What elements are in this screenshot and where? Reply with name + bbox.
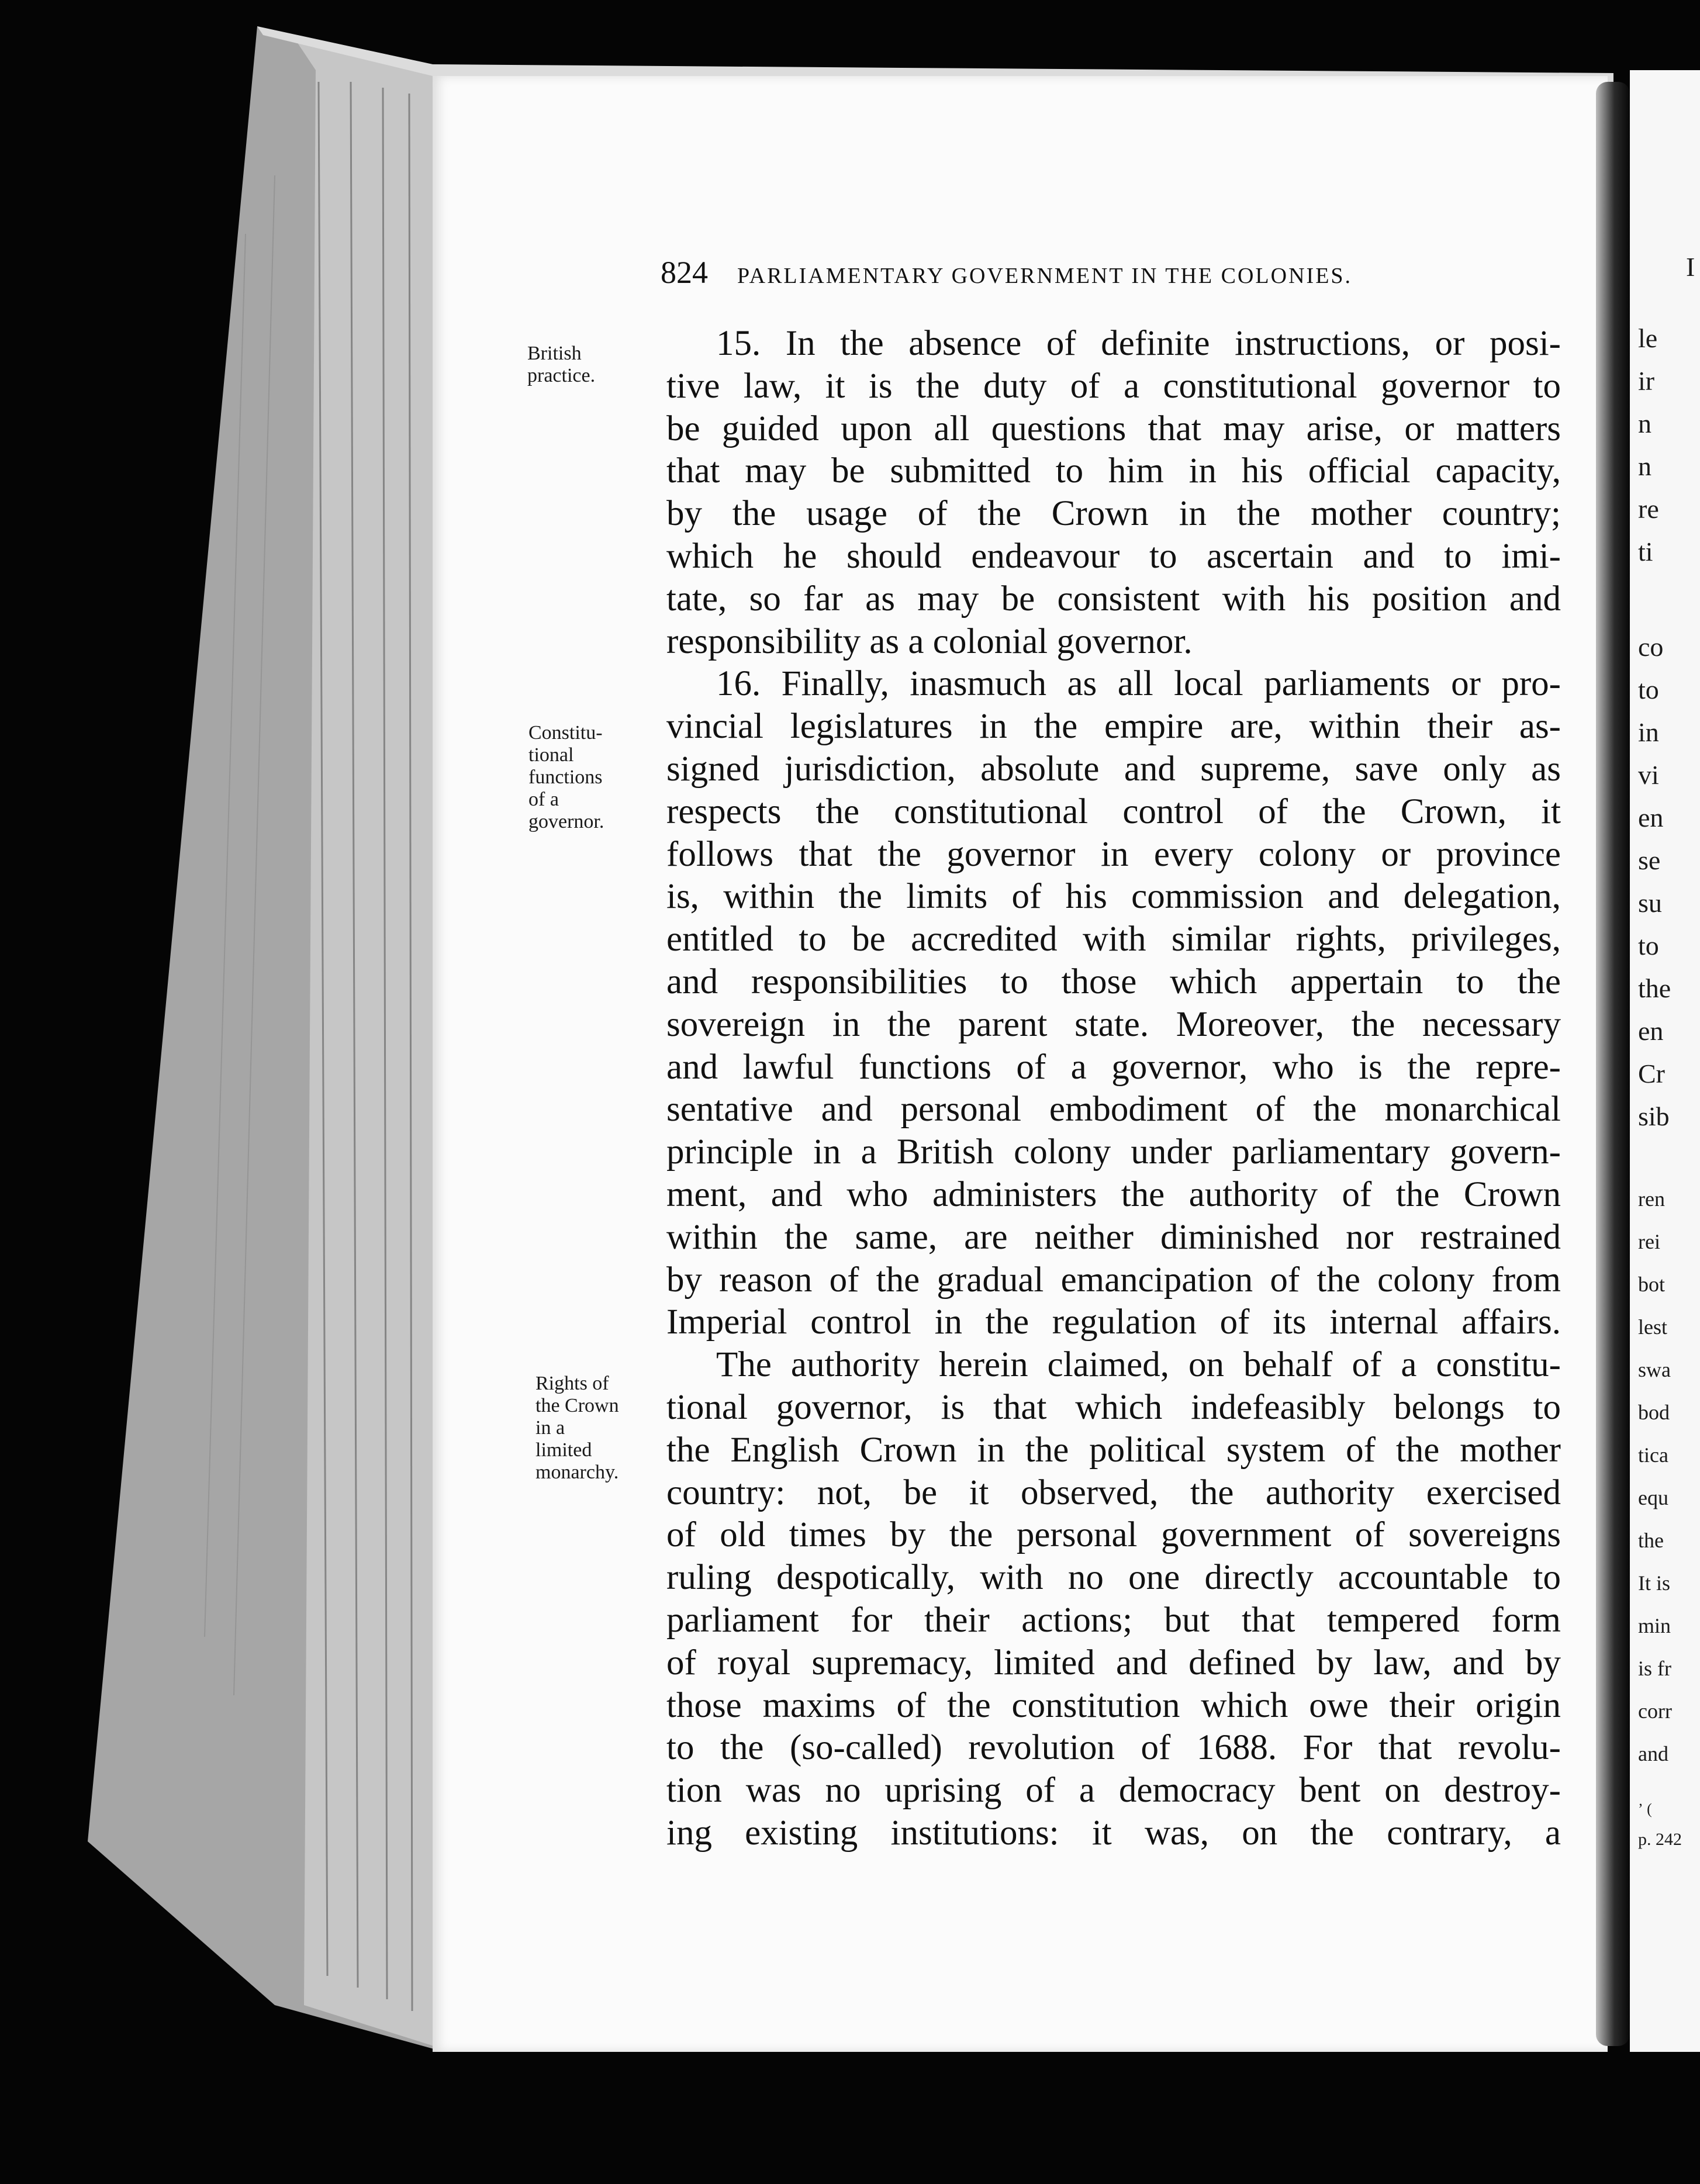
page-number: 824: [661, 255, 708, 290]
body-line: of royal supremacy, limited and defined by law, and by: [666, 1643, 1561, 1682]
body-line: The authority herein claimed, on behalf of a constitu-: [716, 1345, 1561, 1385]
sidenote-line: tional: [528, 744, 574, 766]
sidenote-line: limited: [535, 1439, 592, 1461]
facing-page-fragment: Cr: [1638, 1059, 1665, 1088]
body-line: signed jurisdiction, absolute and supreme, save only as: [666, 749, 1561, 789]
facing-page-fragment: It is: [1638, 1571, 1671, 1595]
facing-page-fragment: ti: [1638, 537, 1653, 566]
body-line: by reason of the gradual emancipation of the colony from: [666, 1260, 1561, 1300]
body-line: within the same, are neither diminished nor restrained: [666, 1217, 1561, 1257]
body-line: respects the constitutional control of the Crown, it: [666, 792, 1561, 831]
body-line: tive law, it is the duty of a constitutional governor to: [666, 366, 1561, 406]
facing-page-fragment: le: [1638, 323, 1658, 353]
top-page-edge: [257, 26, 1613, 82]
sidenote-line: the Crown: [535, 1395, 619, 1416]
facing-page-fragment: co: [1638, 632, 1664, 662]
sidenote-british-practice: [527, 343, 662, 387]
body-line: which he should endeavour to ascertain and to imi-: [666, 536, 1561, 576]
facing-page-fragment: corr: [1638, 1699, 1672, 1723]
body-line: Imperial control in the regulation of its internal affairs.: [666, 1302, 1561, 1342]
facing-page-fragment: equ: [1638, 1486, 1668, 1509]
body-line: country: not, be it observed, the authority exercised: [666, 1473, 1561, 1512]
body-line: that may be submitted to him in his official capacity,: [666, 451, 1561, 491]
facing-page-fragment: n: [1638, 409, 1651, 438]
sidenote-line: practice.: [527, 365, 596, 386]
facing-page-fragment: in: [1638, 717, 1659, 747]
facing-page-fragment: is fr: [1638, 1657, 1671, 1680]
facing-page: [1630, 70, 1700, 2052]
facing-page-fragment: rei: [1638, 1230, 1660, 1253]
body-line: sovereign in the parent state. Moreover, the necessary: [666, 1004, 1561, 1044]
facing-page-fragment: ir: [1638, 366, 1655, 396]
body-line: 15. In the absence of definite instructions, or posi-: [716, 324, 1561, 363]
sidenote-line: governor.: [528, 811, 604, 832]
body-line: principle in a British colony under parliamentary govern-: [666, 1132, 1561, 1172]
body-line: follows that the governor in every colony or province: [666, 834, 1561, 874]
sidenote-line: British: [527, 343, 582, 364]
body-line: entitled to be accredited with similar rights, privileges,: [666, 920, 1561, 959]
body-line: to the (so-called) revolution of 1688. For that revolu-: [666, 1728, 1561, 1768]
sidenote-line: Constitu-: [528, 722, 603, 744]
facing-page-fragment: en: [1638, 803, 1664, 832]
body-line: ing existing institutions: it was, on the contrary, a: [666, 1813, 1561, 1853]
sidenote-rights-of-crown: [535, 1373, 670, 1484]
body-line: vincial legislatures in the empire are, within their as-: [666, 707, 1561, 747]
facing-page-fragment: the: [1638, 973, 1671, 1003]
facing-page-fragment: n: [1638, 451, 1651, 481]
facing-page-fragment: and: [1638, 1742, 1668, 1765]
sidenote-line: Rights of: [535, 1373, 609, 1394]
body-line: ruling despotically, with no one directly accountable to: [666, 1558, 1561, 1598]
sidenote-line: of a: [528, 789, 559, 810]
body-line: is, within the limits of his commission and delegation,: [666, 877, 1561, 917]
facing-page-fragment: tica: [1638, 1443, 1668, 1467]
facing-page-fragment: ren: [1638, 1187, 1665, 1211]
body-line: tate, so far as may be consistent with his position and: [666, 579, 1561, 618]
body-line: those maxims of the constitution which owe their origin: [666, 1685, 1561, 1725]
body-line: tion was no uprising of a democracy bent on destroy-: [666, 1771, 1561, 1810]
facing-page-fragment: su: [1638, 888, 1662, 918]
facing-page-fragment: min: [1638, 1614, 1671, 1637]
book-gutter: [1596, 82, 1630, 2046]
body-line: and lawful functions of a governor, who is the repre-: [666, 1047, 1561, 1087]
sidenote-line: in a: [535, 1417, 565, 1439]
body-line: of old times by the personal government of sovereigns: [666, 1515, 1561, 1555]
body-line: responsibility as a colonial governor.: [666, 621, 1193, 661]
facing-page-fragment: the: [1638, 1529, 1664, 1552]
body-line: tional governor, is that which indefeasibly belongs to: [666, 1387, 1561, 1427]
body-line: and responsibilities to those which appertain to the: [666, 962, 1561, 1001]
facing-page-fragment: en: [1638, 1016, 1664, 1046]
facing-page-fragment: lest: [1638, 1315, 1667, 1339]
sidenote-line: monarchy.: [535, 1461, 619, 1483]
body-line: by the usage of the Crown in the mother country;: [666, 494, 1561, 534]
facing-page-fragment: sib: [1638, 1101, 1670, 1131]
body-line: ment, and who administers the authority of the Crown: [666, 1174, 1561, 1214]
body-line: the English Crown in the political system of the mother: [666, 1430, 1561, 1470]
facing-page-fragment: bod: [1638, 1401, 1670, 1424]
facing-page-fragment: ʼ (: [1638, 1801, 1652, 1817]
body-line: 16. Finally, inasmuch as all local parliaments or pro-: [716, 664, 1561, 704]
facing-page-fragment: vi: [1638, 760, 1659, 790]
facing-page-fragment: swa: [1638, 1358, 1671, 1381]
facing-page-fragment: bot: [1638, 1273, 1666, 1296]
facing-page-fragment: to: [1638, 675, 1659, 704]
sidenote-line: functions: [528, 766, 603, 788]
running-title: PARLIAMENTARY GOVERNMENT IN THE COLONIES.: [737, 264, 1353, 288]
facing-page-fragment: re: [1638, 494, 1659, 524]
facing-page-fragment: I: [1686, 252, 1695, 282]
facing-page-fragment: se: [1638, 845, 1661, 875]
body-line: be guided upon all questions that may arise, or matters: [666, 409, 1561, 448]
running-head: [661, 254, 1491, 291]
facing-page-fragment: to: [1638, 931, 1659, 960]
sidenote-constitutional-functions: [528, 722, 663, 833]
body-text: [666, 323, 1561, 1855]
body-line: sentative and personal embodiment of the monarchical: [666, 1090, 1561, 1129]
body-line: parliament for their actions; but that tempered form: [666, 1600, 1561, 1640]
facing-page-fragment: p. 242: [1638, 1830, 1682, 1849]
